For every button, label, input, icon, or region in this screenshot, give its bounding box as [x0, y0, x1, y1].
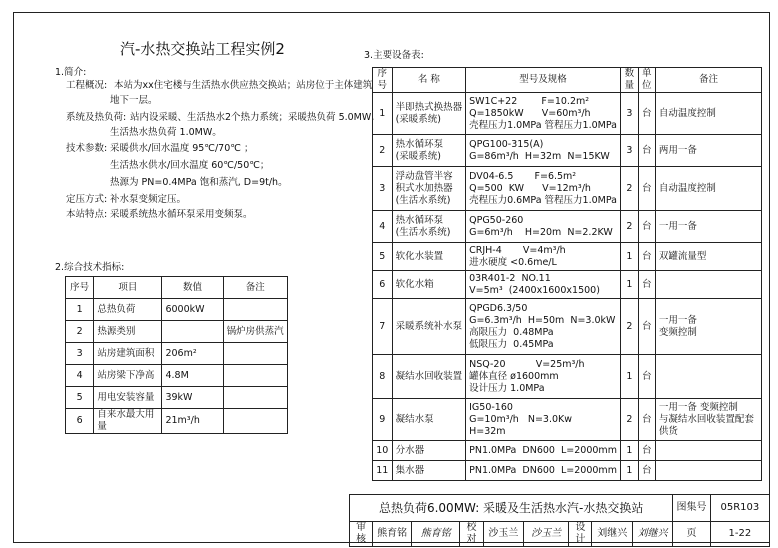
name-cell: [392, 461, 466, 481]
tech-text1: 采暖供水/回水温度 95℃/70℃ ；: [110, 143, 254, 154]
note-cell: [655, 299, 761, 355]
spec-cell-line: CRJH-4 V=4m³/h: [469, 244, 566, 256]
table-row: [66, 387, 288, 409]
note-cell-line: 一用一备 变频控制: [658, 401, 738, 413]
header-cell: 备注: [655, 68, 761, 93]
cell: 1: [66, 299, 94, 321]
spec-cell-line: 罐体直径 ø1600mm: [469, 370, 559, 382]
table-row: [373, 355, 762, 399]
table-row: [373, 243, 762, 271]
unit-cell: 台: [638, 135, 655, 167]
unit-cell: 台: [638, 355, 655, 399]
no-cell: 3: [373, 167, 393, 211]
cell: 热源类别: [94, 321, 162, 343]
name-cell: [392, 299, 466, 355]
qty-cell: 1: [621, 461, 639, 481]
check-label: 校对: [460, 522, 483, 547]
spec-cell-line: NSQ-20 V=25m³/h: [469, 358, 585, 370]
spec-cell-line: V=5m³ (2400x1600x1500): [469, 284, 600, 296]
spec-cell-line: G=6.3m³/h H=50m N=3.0kW: [469, 314, 616, 326]
table-row: [66, 409, 288, 434]
table-row: [66, 343, 288, 365]
no-cell: 1: [373, 93, 393, 135]
note-cell: [655, 355, 761, 399]
qty-cell: 2: [621, 299, 639, 355]
table-row: [66, 365, 288, 387]
cell: 5: [66, 387, 94, 409]
note-cell: [655, 399, 761, 441]
name-cell-line: 热水循环泵: [395, 138, 444, 150]
name-cell: [392, 355, 466, 399]
no-cell: 4: [373, 211, 393, 243]
header-cell: 数值: [162, 277, 223, 299]
unit-cell: 台: [638, 211, 655, 243]
cell: 6: [66, 409, 94, 434]
table-row: [373, 271, 762, 299]
spec-cell-line: SW1C+22 F=10.2m²: [469, 95, 590, 107]
cell: 用电安装容量: [94, 387, 162, 409]
spec-cell-line: QPG50-260: [469, 214, 524, 226]
qty-cell: 2: [621, 167, 639, 211]
cell: 锅炉房供蒸汽: [223, 321, 287, 343]
name-cell-line: (生活水系统): [395, 194, 451, 206]
unit-cell: 台: [638, 167, 655, 211]
name-cell-line: (采暖系统): [395, 150, 442, 162]
unit-cell: 台: [638, 243, 655, 271]
feature-text: 采暖系统热水循环泵采用变频泵。: [110, 209, 253, 220]
spec-cell: [466, 399, 621, 441]
spec-cell-line: G=6m³/h H=20m N=2.2KW: [469, 226, 613, 238]
spec-cell-line: QPGD6.3/50: [469, 302, 528, 314]
unit-cell: 台: [638, 93, 655, 135]
table-row: [373, 461, 762, 481]
note-cell: [655, 211, 761, 243]
name-cell: [392, 271, 466, 299]
load-text1: 站内设采暖、生活热水2个热力系统；采暖热负荷 5.0MW,: [130, 112, 375, 123]
review-label: 审核: [350, 522, 373, 547]
reviewer-name: 熊育铭: [373, 522, 412, 547]
table-row: [373, 167, 762, 211]
atlas-label: 图集号: [673, 495, 710, 522]
reviewer-signature: 熊育铭: [412, 522, 460, 547]
spec-cell-line: DV04-6.5 F=6.5m²: [469, 170, 577, 182]
qty-cell: 2: [621, 399, 639, 441]
name-cell: [392, 211, 466, 243]
cell: 站房建筑面积: [94, 343, 162, 365]
no-cell: 2: [373, 135, 393, 167]
name-cell: [392, 441, 466, 461]
name-cell-line: 热水循环泵: [395, 214, 444, 226]
no-cell: 6: [373, 271, 393, 299]
table-row: [373, 399, 762, 441]
unit-cell: 台: [638, 299, 655, 355]
no-cell: 11: [373, 461, 393, 481]
name-cell-line: (生活水系统): [395, 226, 451, 238]
qty-cell: 1: [621, 441, 639, 461]
design-label: 设计: [569, 522, 592, 547]
cell: 2: [66, 321, 94, 343]
table-row: [373, 211, 762, 243]
no-cell: 9: [373, 399, 393, 441]
spec-cell-line: Q=500 KW V=12m³/h: [469, 182, 591, 194]
spec-cell-line: 进水硬度 <0.6me/L: [469, 256, 557, 268]
note-cell-line: 与凝结水回收装置配套: [658, 413, 754, 425]
cell: 4.8M: [162, 365, 223, 387]
table-row: [373, 135, 762, 167]
overview-label: 工程概况:: [66, 80, 108, 91]
name-cell-line: 软化水装置: [395, 250, 444, 262]
header-cell: 项目: [94, 277, 162, 299]
unit-cell: 台: [638, 271, 655, 299]
section2-heading: 2.综合技术指标:: [55, 262, 125, 273]
qty-cell: 2: [621, 211, 639, 243]
name-cell: [392, 243, 466, 271]
spec-cell: [466, 441, 621, 461]
note-cell-line: 供货: [658, 425, 678, 437]
name-cell-line: 积式水加热器: [395, 182, 453, 194]
title-block: [349, 494, 770, 547]
load-label: 系统及热负荷:: [66, 112, 127, 123]
spec-cell: [466, 271, 621, 299]
cell: 39kW: [162, 387, 223, 409]
table-row: [66, 299, 288, 321]
spec-cell: [466, 461, 621, 481]
tech-text2: 生活热水供水/回水温度 60℃/50℃；: [110, 160, 270, 171]
spec-cell: [466, 135, 621, 167]
spec-cell-line: G=86m³/h H=32m N=15KW: [469, 150, 610, 162]
table-header-row: [66, 277, 288, 299]
note-cell: [655, 167, 761, 211]
spec-cell: [466, 93, 621, 135]
note-cell-line: 双罐流量型: [658, 250, 707, 262]
cell: 6000kW: [162, 299, 223, 321]
page-number: 1-22: [710, 522, 769, 547]
note-cell: [655, 135, 761, 167]
spec-cell-line: 壳程压力1.0MPa 管程压力1.0MPa: [469, 119, 617, 131]
cell: [223, 409, 287, 434]
spec-cell-line: G=10m³/h N=3.0Kw: [469, 413, 573, 425]
tech-label: 技术参数:: [66, 143, 108, 154]
spec-cell-line: PN1.0MPa DN600 L=2000mm: [469, 464, 617, 476]
unit-cell: 台: [638, 461, 655, 481]
pressure-label: 定压方式:: [66, 194, 108, 205]
name-cell-line: 集水器: [395, 464, 425, 476]
overview-text1: 本站为xx住宅楼与生活热水供应热交换站；站房位于主体建筑: [114, 80, 373, 91]
page-title: 汽-水热交换站工程实例2: [120, 40, 285, 58]
spec-cell-line: PN1.0MPa DN600 L=2000mm: [469, 444, 617, 456]
spec-cell: [466, 211, 621, 243]
note-cell-line: 两用一备: [658, 144, 697, 156]
designer-name: 刘继兴: [592, 522, 632, 547]
name-cell: [392, 135, 466, 167]
unit-cell: 台: [638, 399, 655, 441]
header-cell: 名 称: [392, 68, 466, 93]
spec-cell-line: 03R401-2 NO.11: [469, 272, 551, 284]
cell: [223, 387, 287, 409]
spec-cell-line: 设计压力 1.0MPa: [469, 382, 545, 394]
cell: 站房梁下净高: [94, 365, 162, 387]
spec-cell-line: IG50-160: [469, 401, 513, 413]
header-cell: 单位: [638, 68, 655, 93]
load-text2: 生活热水热负荷 1.0MW。: [110, 127, 222, 138]
cell: 206m²: [162, 343, 223, 365]
qty-cell: 1: [621, 243, 639, 271]
qty-cell: 3: [621, 93, 639, 135]
tech-text3: 热源为 PN=0.4MPa 饱和蒸汽, D=9t/h。: [110, 177, 288, 188]
name-cell-line: 凝结水泵: [395, 413, 434, 425]
designer-signature: 刘继兴: [632, 522, 672, 547]
name-cell: [392, 93, 466, 135]
cell: 自来水最大用量: [94, 409, 162, 434]
equipment-table: [372, 67, 762, 481]
spec-cell-line: 壳程压力0.6MPa 管程压力1.0MPa: [469, 194, 617, 206]
table-row: [373, 93, 762, 135]
section1-heading: 1.简介:: [55, 67, 87, 78]
title-block-main: 总热负荷6.00MW: 采暖及生活热水汽-水热交换站: [350, 495, 673, 522]
name-cell-line: 采暖系统补水泵: [395, 320, 463, 332]
name-cell-line: (采暖系统): [395, 113, 442, 125]
note-cell-line: 变频控制: [658, 326, 697, 338]
header-cell: 序号: [66, 277, 94, 299]
header-cell: 型号及规格: [466, 68, 621, 93]
page-label: 页: [673, 522, 710, 547]
name-cell-line: 凝结水回收装置: [395, 370, 463, 382]
cell: 总热负荷: [94, 299, 162, 321]
spec-cell: [466, 355, 621, 399]
note-cell: [655, 243, 761, 271]
unit-cell: 台: [638, 441, 655, 461]
table-row: [373, 441, 762, 461]
header-cell: 备注: [223, 277, 287, 299]
cell: 21m³/h: [162, 409, 223, 434]
table-row: [66, 321, 288, 343]
overview-text2: 地下一层。: [110, 95, 158, 106]
cell: [223, 299, 287, 321]
spec-cell: [466, 299, 621, 355]
checker-name: 沙玉兰: [483, 522, 523, 547]
note-cell: [655, 271, 761, 299]
name-cell-line: 软化水箱: [395, 278, 434, 290]
header-cell: 序号: [373, 68, 393, 93]
spec-cell-line: 低限压力 0.45MPa: [469, 338, 554, 350]
cell: 3: [66, 343, 94, 365]
note-cell: [655, 93, 761, 135]
name-cell: [392, 399, 466, 441]
name-cell-line: 半即热式换热器: [395, 101, 463, 113]
section3-heading: 3.主要设备表:: [364, 50, 424, 61]
no-cell: 8: [373, 355, 393, 399]
spec-cell: [466, 167, 621, 211]
name-cell-line: 分水器: [395, 444, 425, 456]
cell: [223, 365, 287, 387]
tech-index-table: [65, 276, 288, 434]
table-row: [373, 299, 762, 355]
feature-label: 本站特点:: [66, 209, 108, 220]
pressure-text: 补水泵变频定压。: [110, 194, 187, 205]
checker-signature: 沙玉兰: [524, 522, 569, 547]
qty-cell: 1: [621, 271, 639, 299]
spec-cell-line: QPG100-315(A): [469, 138, 544, 150]
name-cell-line: 浮动盘管半容: [395, 170, 453, 182]
cell: [223, 343, 287, 365]
no-cell: 5: [373, 243, 393, 271]
name-cell: [392, 167, 466, 211]
no-cell: 7: [373, 299, 393, 355]
spec-cell-line: Q=1850kW V=60m³/h: [469, 107, 591, 119]
spec-cell-line: H=32m: [469, 425, 506, 437]
note-cell: [655, 441, 761, 461]
cell: 4: [66, 365, 94, 387]
qty-cell: 3: [621, 135, 639, 167]
spec-cell-line: 高限压力 0.48MPa: [469, 326, 554, 338]
no-cell: 10: [373, 441, 393, 461]
header-cell: 数量: [621, 68, 639, 93]
note-cell-line: 自动温度控制: [658, 182, 716, 194]
cell: [162, 321, 223, 343]
atlas-number: 05R103: [710, 495, 769, 522]
note-cell-line: 一用一备: [658, 220, 697, 232]
qty-cell: 1: [621, 355, 639, 399]
note-cell-line: 自动温度控制: [658, 107, 716, 119]
table-header-row: [373, 68, 762, 93]
spec-cell: [466, 243, 621, 271]
note-cell-line: 一用一备: [658, 314, 697, 326]
note-cell: [655, 461, 761, 481]
